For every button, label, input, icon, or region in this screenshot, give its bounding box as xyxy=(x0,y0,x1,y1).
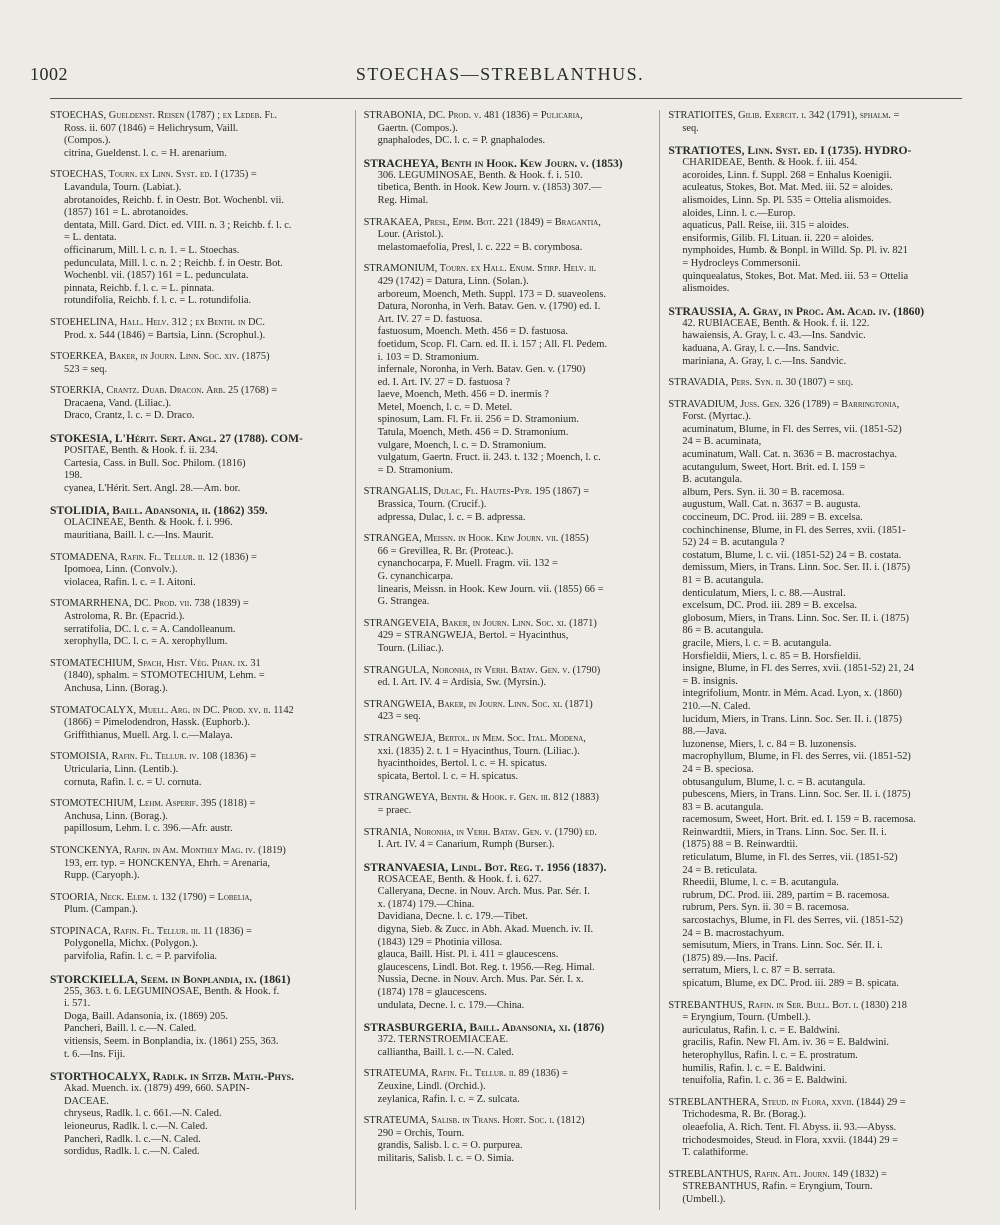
dictionary-entry xyxy=(50,705,347,743)
entry-line: tenuifolia, Rafin. l. c. 36 = E. Baldwini. xyxy=(682,1075,848,1087)
entry-line: Reinwardtii, Miers, in Trans. Linn. Soc. Ser. II. i. xyxy=(682,826,887,838)
entry-headword-line: STOECHAS, Gueldenst. Reisen (1787) ; ex Ledeb. Fl. xyxy=(50,110,278,121)
entry-line: cyanea, L'Hérit. Sert. Angl. 28.—Am. bor. xyxy=(64,482,241,494)
dictionary-entry xyxy=(50,973,347,1062)
entry-line: aquaticus, Pall. Reise, iii. 315 = aloides. xyxy=(682,220,849,232)
entry-line: 66 = Grevillea, R. Br. (Proteac.). xyxy=(377,545,514,557)
entry-line: hawaiensis, A. Gray, l. c. 43.—Ins. Sandvic. xyxy=(682,330,866,342)
entry-line: Draco, Crantz, l. c. = D. Draco. xyxy=(64,410,195,422)
dictionary-entry xyxy=(364,792,652,817)
entry-line: quinquealatus, Stokes, Bot. Mat. Med. iii. 53 = Ottelia xyxy=(682,270,909,282)
dictionary-entry xyxy=(668,1000,956,1088)
entry-line: 290 = Orchis, Tourn. xyxy=(377,1127,465,1139)
page-header xyxy=(30,64,970,90)
entry-line: rubrum, Pers. Syn. ii. 30 = B. racemosa. xyxy=(682,902,849,914)
dictionary-entry xyxy=(668,305,956,368)
entry-line: augustum, Wall. Cat. n. 3637 = B. augusta. xyxy=(682,499,861,511)
entry-line: macrophyllum, Blume, in Fl. des Serres, vii. (1851-52) xyxy=(682,751,911,763)
entry-line: Cartesia, Cass. in Bull. Soc. Philom. (1816) xyxy=(64,457,246,469)
entry-line: 86 = B. acutangula. xyxy=(682,625,764,637)
entry-headword-line: STRANGEA, Meissn. in Hook. Kew Journ. vii. (1855) xyxy=(363,533,589,545)
entry-line: 255, 363. t. 6. LEGUMINOSAE, Benth. & Hook. f. xyxy=(64,985,280,997)
dictionary-entry xyxy=(50,798,347,836)
entry-line: violacea, Rafin. l. c. = I. Aitoni. xyxy=(64,576,196,588)
entry-line: rubrum, DC. Prod. iii. 289, partim = B. racemosa. xyxy=(682,889,890,901)
page-number: 1002 xyxy=(30,64,68,84)
entry-line: Pancheri, Baill. l. c.—N. Caled. xyxy=(64,1023,197,1035)
entry-headword-line: STRASBURGERIA, Baill. Adansonia, xi. (1876) xyxy=(363,1021,605,1035)
entry-line: Polygonella, Michx. (Polygon.). xyxy=(64,938,198,950)
entry-line: militaris, Salisb. l. c. = O. Simia. xyxy=(377,1152,514,1164)
dictionary-entry xyxy=(364,827,652,852)
dictionary-entry xyxy=(50,892,347,917)
entry-line: gracile, Miers, l. c. = B. acutangula. xyxy=(682,637,832,649)
entry-line: xerophylla, DC. l. c. = A. xerophyllum. xyxy=(64,636,228,648)
entry-line: tibetica, Benth. in Hook. Kew Journ. v. (1853) 307.— xyxy=(377,182,602,194)
entry-line: alismoides, Linn. Sp. Pl. 535 = Ottelia alismoides. xyxy=(682,194,892,206)
dictionary-entry xyxy=(50,432,347,495)
entry-line: digyna, Sieb. & Zucc. in Abh. Akad. Muench. iv. II. xyxy=(377,924,594,936)
column-middle xyxy=(355,110,660,1210)
entry-headword-line: STRANGALIS, Dulac, Fl. Hautes-Pyr. 195 (1867) = xyxy=(363,486,590,498)
entry-line: 81 = B. acutangula. xyxy=(682,575,764,586)
entry-line: Zeuxine, Lindl. (Orchid.). xyxy=(377,1081,486,1092)
entry-line: 24 = B. reticulata. xyxy=(682,864,758,876)
entry-line: spicatum, Blume, ex DC. Prod. iii. 289 = B. spicata. xyxy=(682,978,899,989)
running-head: STOECHAS—STREBLANTHUS. xyxy=(355,64,645,84)
entry-line: Datura, Noronha, in Verh. Batav. Gen. v. (1790) ed. I. xyxy=(377,301,601,313)
dictionary-entry xyxy=(364,861,652,1013)
dictionary-entry xyxy=(50,504,347,542)
entry-line: = Eryngium, Tourn. (Umbell.). xyxy=(682,1012,811,1024)
entry-line: dentata, Mill. Gard. Dict. ed. VIII. n. 3 ; Reichb. f. l. c. xyxy=(64,219,292,231)
entry-line: leioneurus, Radlk. l. c.—N. Caled. xyxy=(64,1121,208,1132)
entry-line: sordidus, Radlk. l. c.—N. Caled. xyxy=(64,1146,200,1158)
entry-line: infernale, Noronha, in Verh. Batav. Gen. v. (1790) xyxy=(377,364,586,376)
dictionary-entry xyxy=(668,377,956,390)
entry-line: (1866) = Pimelodendron, Hassk. (Euphorb.). xyxy=(64,717,250,729)
entry-headword-line: STOERKEA, Baker, in Journ. Linn. Soc. xiv. (1875) xyxy=(50,351,270,363)
entry-line: aloides, Linn. l. c.—Europ. xyxy=(682,207,796,219)
entry-line: ed. I. Art. IV. 4 = Ardisia, Sw. (Myrsin.). xyxy=(377,677,547,689)
entry-headword-line: STRAKAEA, Presl, Epim. Bot. 221 (1849) = Bragantia, xyxy=(363,216,601,228)
entry-line: laeve, Moench, Meth. 456 = D. inermis ? xyxy=(377,389,549,401)
entry-line: mauritiana, Baill. l. c.—Ins. Maurit. xyxy=(64,530,214,542)
entry-line: (1874) 178 = glaucescens. xyxy=(377,987,487,999)
entry-line: 193, err. typ. = HONCKENYA, Ehrh. = Arenaria, xyxy=(64,857,270,869)
entry-headword-line: STOERKIA, Crantz. Duab. Dracon. Arb. 25 (1768) = xyxy=(50,385,278,397)
entry-line: fastuosum, Moench. Meth. 456 = D. fastuosa. xyxy=(377,326,568,338)
entry-headword-line: STOPINACA, Rafin. Fl. Tellur. iii. 11 (1836) = xyxy=(50,925,252,937)
entry-headword-line: STOMATOCALYX, Muell. Arg. in DC. Prod. xv. ii. 1142 xyxy=(50,704,294,716)
entry-line: POSITAE, Benth. & Hook. f. ii. 234. xyxy=(64,445,218,457)
entry-line: 423 = seq. xyxy=(377,711,421,723)
entry-line: oleaefolia, A. Rich. Tent. Fl. Abyss. ii. 93.—Abyss. xyxy=(682,1121,897,1133)
entry-headword-line: STRANGULA, Noronha, in Verh. Batav. Gen. v. (1790) xyxy=(363,664,601,676)
entry-line: humilis, Rafin. l. c. = E. Baldwini. xyxy=(682,1062,826,1074)
entry-line: parvifolia, Rafin. l. c. = P. parvifolia. xyxy=(64,951,218,963)
dictionary-entry xyxy=(668,1097,956,1160)
entry-line: citrina, Gueldenst. l. c. = H. arenarium. xyxy=(64,147,227,159)
entry-line: = Hydrocleys Commersonii. xyxy=(682,257,801,269)
entry-headword-line: STRATEUMA, Rafin. Fl. Tellur. ii. 89 (1836) = xyxy=(363,1068,568,1080)
entry-line: Anchusa, Linn. (Borag.). xyxy=(64,810,168,822)
dictionary-entry xyxy=(50,317,347,342)
entry-headword-line: STRATIOITES, Gilib. Exercit. i. 342 (1791), sphalm. = xyxy=(668,110,900,121)
entry-line: zeylanica, Rafin. l. c. = Z. sulcata. xyxy=(377,1093,520,1105)
entry-line: 24 = B. macrostachyum. xyxy=(682,927,785,939)
entry-line: t. 6.—Ins. Fiji. xyxy=(64,1048,126,1060)
entry-line: 42. RUBIACEAE, Benth. & Hook. f. ii. 122. xyxy=(682,317,870,329)
entry-line: melastomaefolia, Presl, l. c. 222 = B. corymbosa. xyxy=(377,241,583,253)
entry-line: mariniana, A. Gray, l. c.—Ins. Sandvic. xyxy=(682,355,847,367)
entry-headword-line: STRANIA, Noronha, in Verh. Batav. Gen. v. (1790) ed. xyxy=(363,826,597,838)
dictionary-entry xyxy=(50,751,347,789)
entry-headword-line: STOORIA, Neck. Elem. i. 132 (1790) = Lobelia, xyxy=(50,891,253,903)
entry-line: Horsfieldii, Miers, l. c. 85 = B. Horsfieldii. xyxy=(682,650,862,662)
entry-headword-line: STRANVAESIA, Lindl. Bot. Reg. t. 1956 (1837). xyxy=(363,860,607,874)
entry-line: 52) 24 = B. acutangula ? xyxy=(682,537,785,549)
entry-headword-line: STRATIOTES, Linn. Syst. ed. I (1735). HYDRO- xyxy=(668,144,912,158)
entry-line: Gaertn. (Compos.). xyxy=(377,122,458,134)
dictionary-entry xyxy=(50,169,347,308)
dictionary-entry xyxy=(50,926,347,964)
column-right xyxy=(659,110,964,1210)
entry-line: T. calathiforme. xyxy=(682,1147,749,1159)
dictionary-entry xyxy=(364,618,652,656)
entry-line: insigne, Blume, in Fl. des Serres, xvii. (1851-52) 21, 24 xyxy=(682,663,915,675)
entry-line: Anchusa, Linn. (Borag.). xyxy=(64,682,168,694)
entry-line: cochinchinense, Blume, in Fl. des Serres, xvii. (1851- xyxy=(682,524,906,536)
entry-line: x. (1874) 179.—China. xyxy=(377,898,475,910)
entry-line: spinosum, Lam. Fl. Fr. ii. 256 = D. Stramonium. xyxy=(377,414,579,426)
dictionary-entry xyxy=(50,552,347,590)
entry-line: aculeatus, Stokes, Bot. Mat. Med. iii. 52 = aloides. xyxy=(682,182,893,194)
entry-line: serratifolia, DC. l. c. = A. Candolleanum. xyxy=(64,623,236,635)
entry-line: globosum, Miers, in Trans. Linn. Soc. Ser. II. i. (1875) xyxy=(682,612,909,624)
entry-line: Prod. x. 544 (1846) = Bartsia, Linn. (Scrophul.). xyxy=(64,329,266,341)
entry-line: Rupp. (Caryoph.). xyxy=(64,870,140,882)
entry-line: 429 = STRANGWEJA, Bertol. = Hyacinthus, xyxy=(377,630,569,642)
entry-line: obtusangulum, Blume, l. c. = B. acutangula. xyxy=(682,776,866,788)
entry-line: spicata, Bertol. l. c. = H. spicatus. xyxy=(377,770,518,782)
dictionary-entry xyxy=(50,658,347,696)
dictionary-entry xyxy=(668,399,956,991)
entry-line: CHARIDEAE, Benth. & Hook. f. iii. 454. xyxy=(682,157,858,169)
entry-headword-line: STORCKIELLA, Seem. in Bonplandia, ix. (1861) xyxy=(50,972,291,986)
entry-line: coccineum, DC. Prod. iii. 289 = B. excelsa. xyxy=(682,512,863,524)
entry-headword-line: STOMOISIA, Rafin. Fl. Tellur. iv. 108 (1836) = xyxy=(50,751,257,763)
entry-line: foetidum, Scop. Fl. Carn. ed. II. i. 157 ; All. Fl. Pedem. xyxy=(377,338,608,350)
entry-line: (1857) 161 = L. abrotanoides. xyxy=(64,207,189,219)
entry-line: Brassica, Tourn. (Crucif.). xyxy=(377,499,487,511)
entry-line: Utricularia, Linn. (Lentib.). xyxy=(64,763,179,775)
entry-line: denticulatum, Miers, l. c. 88.—Austral. xyxy=(682,587,846,599)
entry-line: = B. insignis. xyxy=(682,675,738,687)
entry-headword-line: STONCKENYA, Rafin. in Am. Monthly Mag. iv. (1819) xyxy=(50,844,286,856)
entry-line: 523 = seq. xyxy=(64,363,108,375)
entry-line: OLACINEAE, Benth. & Hook. f. i. 996. xyxy=(64,517,233,529)
entry-headword-line: STRANGWEYA, Benth. & Hook. f. Gen. iii. 812 (1883) xyxy=(363,792,599,804)
entry-line: = L. dentata. xyxy=(64,232,117,244)
entry-line: demissum, Miers, in Trans. Linn. Soc. Ser. II. i. (1875) xyxy=(682,562,911,574)
entry-line: seq. xyxy=(682,122,699,134)
entry-line: acuminatum, Blume, in Fl. des Serres, vii. (1851-52) xyxy=(682,423,902,435)
entry-line: luzonense, Miers, l. c. 84 = B. luzonensis. xyxy=(682,738,857,750)
entry-line: rotundifolia, Reichb. f. l. c. = L. rotundifolia. xyxy=(64,295,252,307)
entry-headword-line: STRANGEVEIA, Baker, in Journ. Linn. Soc. xi. (1871) xyxy=(363,617,597,629)
entry-line: xxi. (1835) 2. t. 1 = Hyacinthus, Tourn. (Liliac.). xyxy=(377,745,580,757)
dictionary-entry xyxy=(364,486,652,524)
entry-headword-line: STOMADENA, Rafin. Fl. Tellur. ii. 12 (1836) = xyxy=(50,551,257,563)
dictionary-entry xyxy=(364,1068,652,1106)
dictionary-entry xyxy=(364,1115,652,1165)
entry-line: adpressa, Dulac, l. c. = B. adpressa. xyxy=(377,511,526,523)
entry-line: Reg. Himal. xyxy=(377,194,429,206)
entry-line: cynanchocarpa, F. Muell. Fragm. vii. 132 = xyxy=(377,558,558,570)
entry-line: Metel, Moench, l. c. = D. Metel. xyxy=(377,401,513,413)
entry-line: Plum. (Campan.). xyxy=(64,904,138,916)
entry-line: i. 571. xyxy=(64,998,91,1010)
entry-line: hyacinthoides, Bertol. l. c. = H. spicatus. xyxy=(377,758,547,770)
dictionary-entry xyxy=(364,533,652,609)
entry-line: ensiformis, Gilib. Fl. Lituan. ii. 220 = aloides. xyxy=(682,232,874,244)
entry-headword-line: STRACHEYA, Benth in Hook. Kew Journ. v. (1853) xyxy=(363,156,623,170)
entry-line: 88.—Java. xyxy=(682,726,727,738)
entry-line: (1843) 129 = Photinia villosa. xyxy=(377,936,503,948)
entry-line: = D. Stramonium. xyxy=(377,464,453,476)
entry-line: 198. xyxy=(64,470,83,482)
entry-line: B. acutangula. xyxy=(682,474,743,486)
entry-line: auriculatus, Rafin. l. c. = E. Baldwini. xyxy=(682,1024,840,1036)
dictionary-entry xyxy=(668,110,956,135)
entry-line: I. Art. IV. 4 = Canarium, Rumph (Burser.). xyxy=(377,839,555,851)
entry-line: Art. IV. 27 = D. fastuosa. xyxy=(377,313,483,325)
entry-line: Wochenbl. vii. (1857) 161 = L. pedunculata. xyxy=(64,270,249,282)
dictionary-entry xyxy=(364,110,652,148)
entry-line: Rheedii, Blume, l. c. = B. acutangula. xyxy=(682,877,839,889)
entry-line: kaduana, A. Gray, l. c.—Ins. Sandvic. xyxy=(682,342,840,354)
entry-line: vulgatum, Gaertn. Fruct. ii. 243. t. 132 ; Moench, l. c. xyxy=(377,452,601,464)
entry-line: acoroides, Linn. f. Suppl. 268 = Enhalus Koenigii. xyxy=(682,169,892,181)
entry-line: integrifolium, Montr. in Mém. Acad. Lyon, x. (1860) xyxy=(682,688,902,700)
entry-headword-line: STOLIDIA, Baill. Adansonia, ii. (1862) 359. xyxy=(50,504,268,518)
dictionary-entry xyxy=(364,157,652,208)
entry-line: lucidum, Miers, in Trans. Linn. Soc. Ser. II. i. (1875) xyxy=(682,713,902,725)
entry-line: G. Strangea. xyxy=(377,596,430,608)
entry-line: pedunculata, Mill. l. c. n. 2 ; Reichb. f. in Oestr. Bot. xyxy=(64,257,283,269)
entry-headword-line: STRANGWEJA, Bertol. in Mem. Soc. Ital. Modena, xyxy=(363,732,586,744)
entry-line: pinnata, Reichb. f. l. c. = L. pinnata. xyxy=(64,282,215,294)
entry-line: Dracaena, Vand. (Liliac.). xyxy=(64,397,172,409)
entry-line: 210.—N. Caled. xyxy=(682,700,751,712)
entry-line: Doga, Baill. Adansonia, ix. (1869) 205. xyxy=(64,1010,228,1022)
entry-line: Ross. ii. 607 (1846) = Helichrysum, Vaill. xyxy=(64,122,239,134)
entry-line: (1875) 88 = B. Reinwardtii. xyxy=(682,839,798,851)
entry-line: acuminatum, Wall. Cat. n. 3636 = B. macrostachya. xyxy=(682,449,897,461)
dictionary-entry xyxy=(364,263,652,477)
entry-line: 83 = B. acutangula. xyxy=(682,801,764,813)
entry-line: ROSACEAE, Benth. & Hook. f. i. 627. xyxy=(377,873,542,885)
entry-line: papillosum, Lehm. l. c. 396.—Afr. austr. xyxy=(64,823,233,835)
entry-headword-line: STREBLANTHUS, Rafin. Atl. Journ. 149 (1832) = xyxy=(668,1168,887,1180)
entry-line: (1840), sphalm. = STOMOTECHIUM, Lehm. = xyxy=(64,670,265,682)
entry-line: excelsum, DC. Prod. iii. 289 = B. excelsa. xyxy=(682,600,858,612)
entry-line: alismoides. xyxy=(682,283,730,295)
dictionary-entry xyxy=(668,1169,956,1207)
entry-line: Trichodesma, R. Br. (Borag.). xyxy=(682,1109,807,1121)
entry-headword-line: STRABONIA, DC. Prod. v. 481 (1836) = Pulicaria, xyxy=(363,110,583,121)
entry-line: (Umbell.). xyxy=(682,1193,726,1205)
dictionary-entry xyxy=(50,845,347,883)
entry-line: Calleryana, Decne. in Nouv. Arch. Mus. Par. Sér. I. xyxy=(377,886,590,898)
entry-line: chryseus, Radlk. l. c. 661.—N. Caled. xyxy=(64,1108,222,1120)
columns xyxy=(50,110,964,1210)
entry-line: (1875) 89.—Ins. Pacif. xyxy=(682,952,778,964)
entry-line: arboreum, Moench, Meth. Suppl. 173 = D. suaveolens. xyxy=(377,288,607,300)
entry-line: Tourn. (Liliac.). xyxy=(377,642,444,654)
dictionary-entry xyxy=(668,144,956,296)
entry-line: 24 = B. acuminata, xyxy=(682,436,762,448)
entry-line: officinarum, Mill. l. c. n. 1. = L. Stoechas. xyxy=(64,244,240,256)
entry-line: acutangulum, Sweet, Hort. Brit. ed. I. 159 = xyxy=(682,461,866,473)
entry-line: trichodesmoides, Steud. in Flora, xxvii. (1844) 29 = xyxy=(682,1134,898,1146)
entry-headword-line: STOEHELINA, Hall. Helv. 312 ; ex Benth. in DC. xyxy=(50,316,266,328)
entry-line: Ipomoea, Linn. (Convolv.). xyxy=(64,564,178,576)
entry-line: Akad. Muench. ix. (1879) 499, 660. SAPIN- xyxy=(64,1083,250,1095)
dictionary-entry xyxy=(364,733,652,783)
entry-line: glaucescens, Lindl. Bot. Reg. t. 1956.—Reg. Himal. xyxy=(377,961,595,973)
entry-line: pubescens, Miers, in Trans. Linn. Soc. Ser. II. i. (1875) xyxy=(682,789,911,801)
dictionary-entry xyxy=(364,665,652,690)
dictionary-entry xyxy=(50,1070,347,1159)
dictionary-entry xyxy=(50,110,347,160)
entry-line: DACEAE. xyxy=(64,1095,109,1107)
dictionary-entry xyxy=(50,598,347,648)
entry-line: costatum, Blume, l. c. vii. (1851-52) 24 = B. costata. xyxy=(682,549,902,561)
entry-line: Lavandula, Tourn. (Labiat.). xyxy=(64,181,182,193)
entry-line: 429 (1742) = Datura, Linn. (Solan.). xyxy=(377,275,529,287)
entry-line: (Compos.). xyxy=(64,135,111,147)
entry-line: semisutum, Miers, in Trans. Linn. Soc. Sér. II. i. xyxy=(682,940,883,952)
entry-line: serratum, Miers, l. c. 87 = B. serrata. xyxy=(682,965,836,977)
entry-line: calliantha, Baill. l. c.—N. Caled. xyxy=(377,1046,514,1058)
entry-line: nymphoides, Humb. & Bonpl. in Willd. Sp. Pl. iv. 821 xyxy=(682,245,908,257)
entry-line: Pancheri, Radlk. l. c.—N. Caled. xyxy=(64,1133,201,1145)
entry-line: album, Pers. Syn. ii. 30 = B. racemosa. xyxy=(682,486,845,498)
entry-headword-line: STOMATECHIUM, Spach, Hist. Vég. Phan. ix. 31 xyxy=(50,657,261,669)
entry-headword-line: STRANGWEIA, Baker, in Journ. Linn. Soc. xi. (1871) xyxy=(363,698,593,710)
entry-line: vitiensis, Seem. in Bonplandia, ix. (1861) 255, 363. xyxy=(64,1036,279,1048)
entry-line: heterophyllus, Rafin. l. c. = E. prostratum. xyxy=(682,1049,858,1061)
entry-line: 24 = B. speciosa. xyxy=(682,763,754,775)
entry-line: grandis, Salisb. l. c. = O. purpurea. xyxy=(377,1140,523,1152)
entry-headword-line: STORTHOCALYX, Radlk. in Sitzb. Math.-Phys. xyxy=(50,1070,294,1084)
entry-line: ed. I. Art. IV. 27 = D. fastuosa ? xyxy=(377,376,511,388)
entry-line: abrotanoides, Reichb. f. in Oestr. Bot. Wochenbl. vii. xyxy=(64,194,285,206)
entry-line: 372. TERNSTROEMIACEAE. xyxy=(377,1034,509,1046)
entry-line: cornuta, Rafin. l. c. = U. cornuta. xyxy=(64,776,202,788)
dictionary-entry xyxy=(50,351,347,376)
entry-headword-line: STOMOTECHIUM, Lehm. Asperif. 395 (1818) = xyxy=(50,798,256,810)
entry-line: gracilis, Rafin. New Fl. Am. iv. 36 = E. Baldwini. xyxy=(682,1037,889,1049)
entry-line: Lour. (Aristol.). xyxy=(377,229,444,241)
dictionary-entry xyxy=(364,699,652,724)
dictionary-entry xyxy=(364,217,652,255)
entry-line: i. 103 = D. Stramonium. xyxy=(377,351,480,363)
entry-line: Tatula, Moench, Meth. 456 = D. Stramonium. xyxy=(377,427,569,439)
entry-headword-line: STRAUSSIA, A. Gray, in Proc. Am. Acad. iv. (1860) xyxy=(668,304,925,318)
entry-line: vulgare, Moench, l. c. = D. Stramonium. xyxy=(377,439,547,451)
entry-line: linearis, Meissn. in Hook. Kew Journ. vii. (1855) 66 = xyxy=(377,583,604,595)
entry-line: Griffithianus, Muell. Arg. l. c.—Malaya. xyxy=(64,729,233,741)
entry-line: = praec. xyxy=(377,804,412,816)
entry-line: racemosum, Sweet, Hort. Brit. ed. I. 159 = B. racemosa. xyxy=(682,814,916,826)
entry-line: STREBANTHUS, Rafin. = Eryngium, Tourn. xyxy=(682,1181,873,1193)
entry-line: Forst. (Myrtac.). xyxy=(682,411,752,423)
entry-line: Davidiana, Decne. l. c. 179.—Tibet. xyxy=(377,911,528,923)
entry-headword-line: STOKESIA, L'Hérit. Sert. Angl. 27 (1788). COM- xyxy=(50,432,303,446)
header-rule xyxy=(50,98,962,99)
entry-headword-line: STREBLANTHERA, Steud. in Flora, xxvii. (1844) 29 = xyxy=(668,1096,906,1108)
entry-line: undulata, Decne. l. c. 179.—China. xyxy=(377,999,525,1011)
entry-line: gnaphalodes, DC. l. c. = P. gnaphalodes. xyxy=(377,135,546,147)
entry-line: G. cynanchicarpa. xyxy=(377,571,453,582)
entry-line: Astroloma, R. Br. (Epacrid.). xyxy=(64,611,185,622)
dictionary-entry xyxy=(50,385,347,423)
entry-headword-line: STRATEUMA, Salisb. in Trans. Hort. Soc. i. (1812) xyxy=(363,1115,585,1127)
entry-line: sarcostachys, Blume, in Fl. des Serres, vii. (1851-52) xyxy=(682,915,903,927)
entry-line: 306. LEGUMINOSAE, Benth. & Hook. f. i. 510. xyxy=(377,169,583,181)
entry-headword-line: STOECHAS, Tourn. ex Linn. Syst. ed. I (1735) = xyxy=(50,169,257,181)
entry-headword-line: STRAVADIUM, Juss. Gen. 326 (1789) = Barringtonia, xyxy=(668,398,900,410)
entry-line: glauca, Baill. Hist. Pl. i. 411 = glaucescens. xyxy=(377,949,559,961)
entry-line: reticulatum, Blume, in Fl. des Serres, vii. (1851-52) xyxy=(682,852,898,864)
entry-line: Nussia, Decne. in Nouv. Arch. Mus. Par. Sér. I. x. xyxy=(377,974,584,986)
dictionary-entry xyxy=(364,1021,652,1059)
entry-headword-line: STREBANTHUS, Rafin. in Ser. Bull. Bot. i. (1830) 218 xyxy=(668,999,907,1011)
entry-headword-line: STOMARRHENA, DC. Prod. vii. 738 (1839) = xyxy=(50,598,249,610)
entry-headword-line: STRAMONIUM, Tourn. ex Hall. Enum. Stirp. Helv. ii. xyxy=(363,263,597,275)
column-left xyxy=(50,110,355,1210)
entry-headword-line: STRAVADIA, Pers. Syn. ii. 30 (1807) = seq. xyxy=(668,377,854,389)
